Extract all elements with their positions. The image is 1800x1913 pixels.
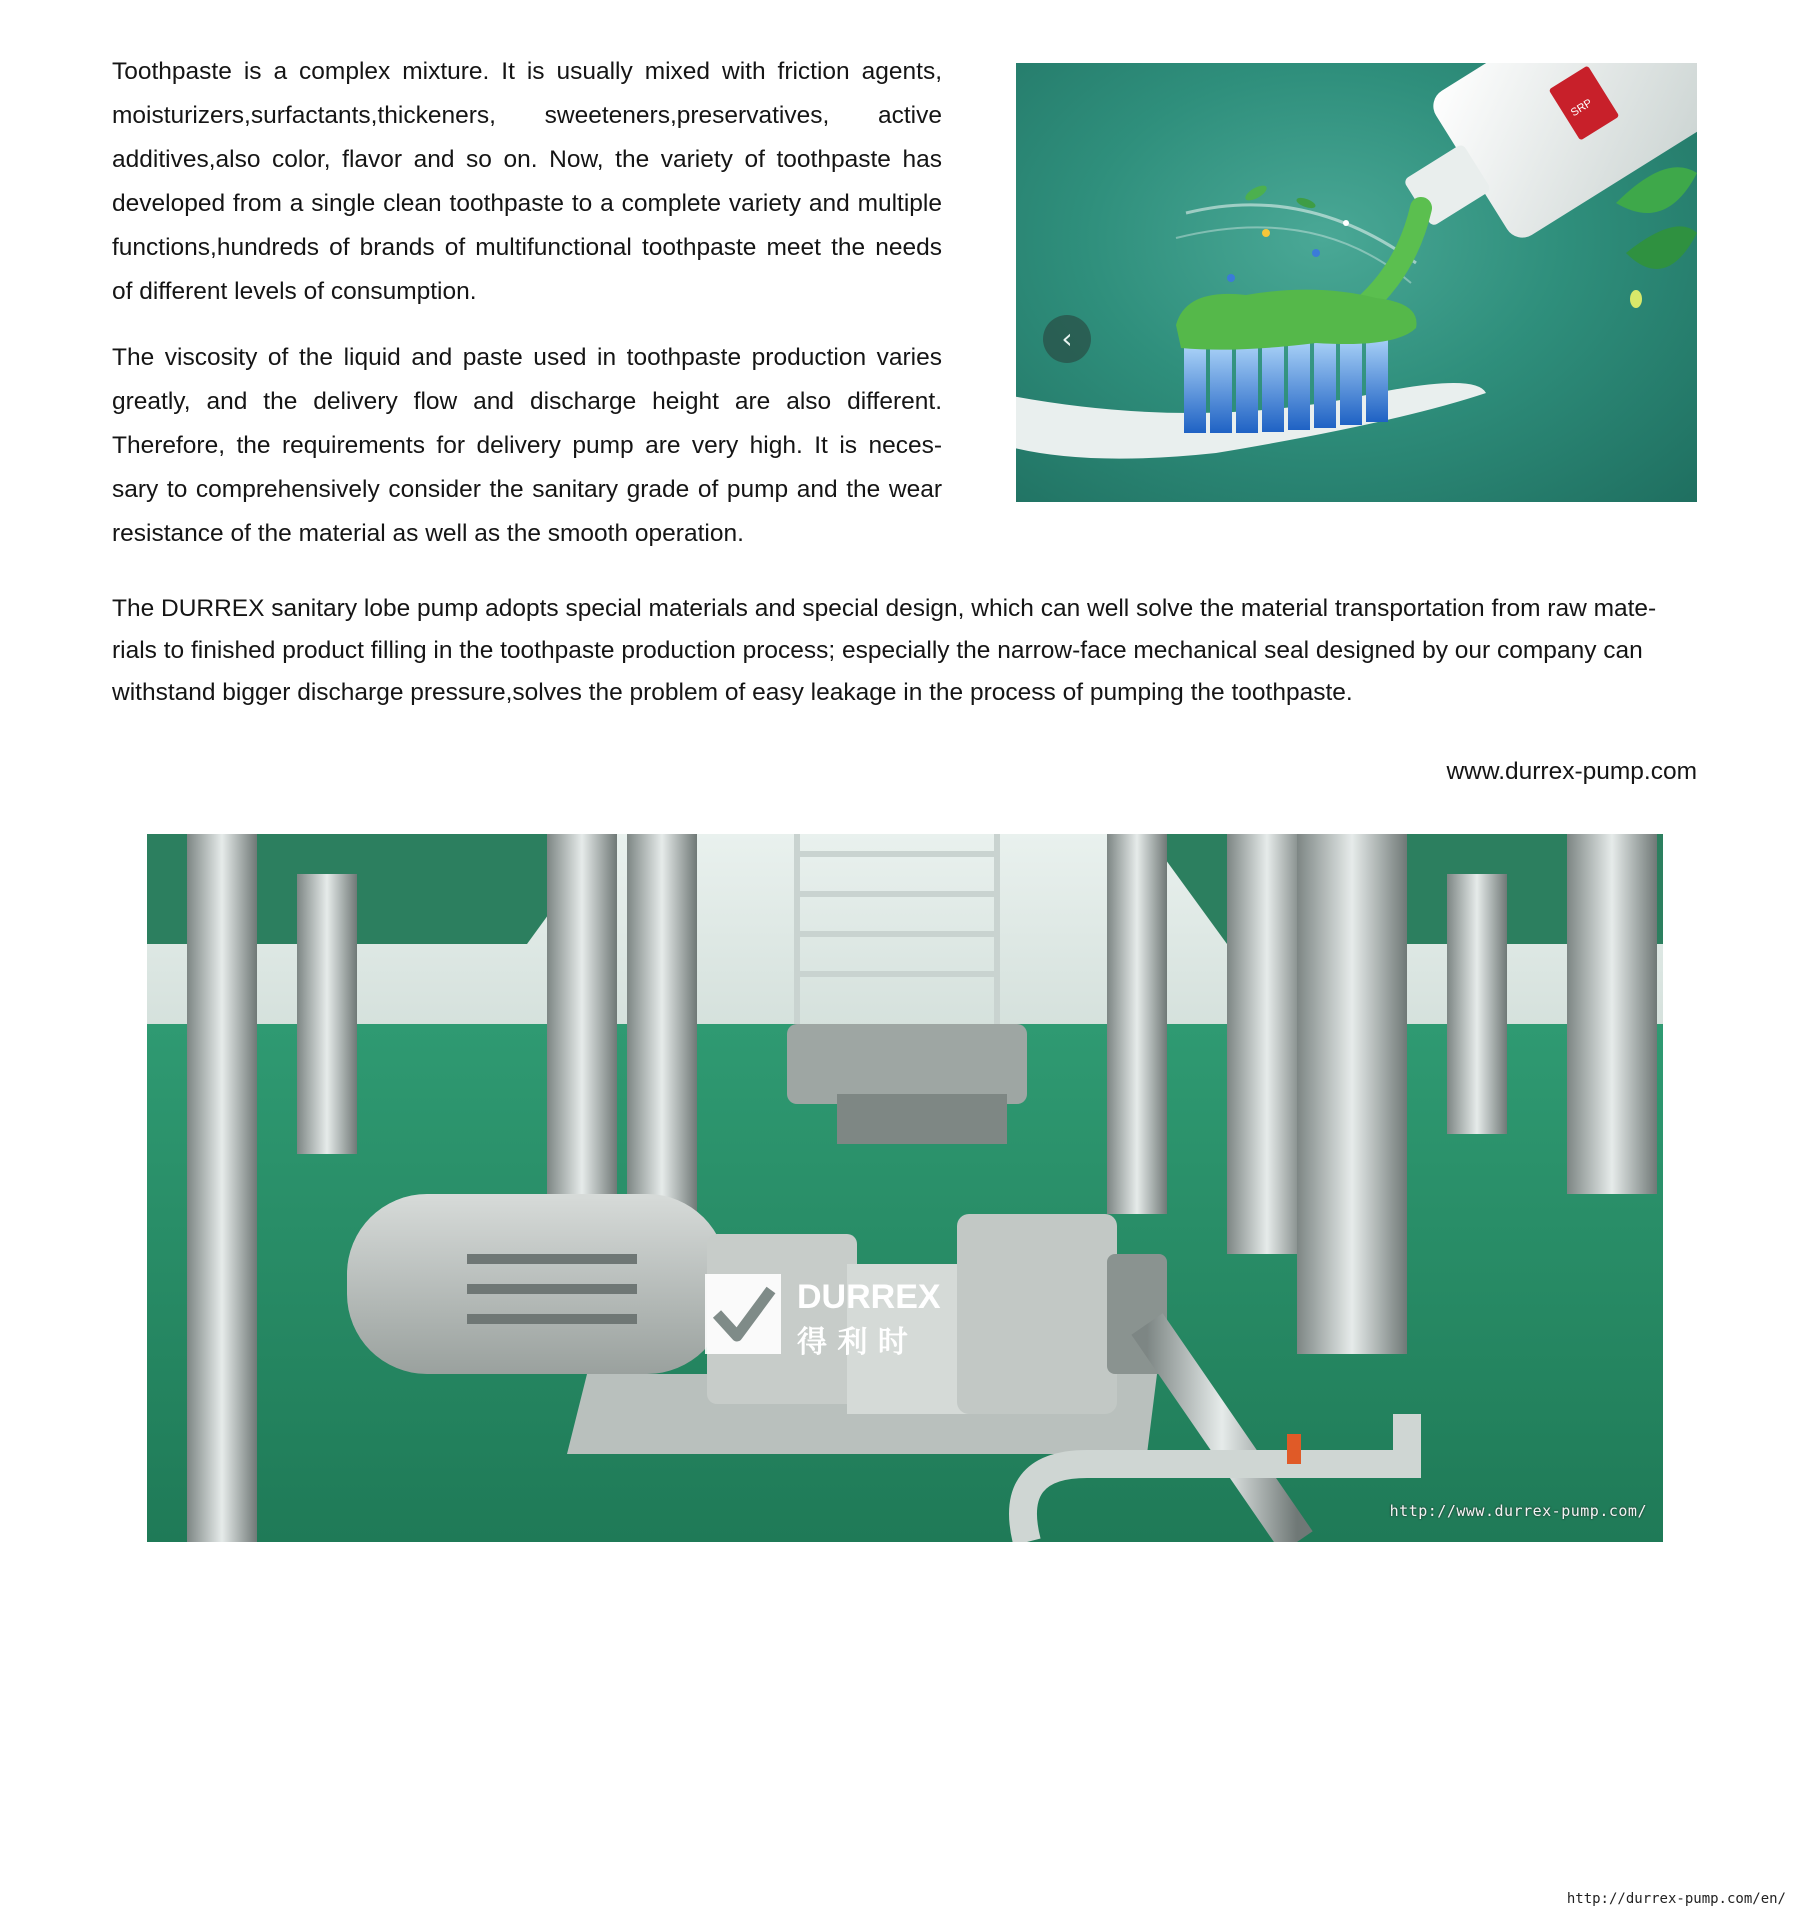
leaf-icon bbox=[1626, 226, 1697, 269]
photo-watermark-url: http://www.durrex-pump.com/ bbox=[1389, 1502, 1647, 1520]
toothpaste-blob bbox=[1176, 290, 1417, 350]
toothpaste-illustration bbox=[1016, 63, 1697, 502]
toothpaste-tube bbox=[1403, 63, 1697, 244]
tube-label-text: SRP bbox=[1568, 96, 1595, 120]
footer-url: http://durrex-pump.com/en/ bbox=[1566, 1891, 1786, 1907]
site-url: www.durrex-pump.com bbox=[1446, 758, 1697, 785]
logo-chinese-text: 得 利 时 bbox=[797, 1325, 908, 1360]
factory-scene bbox=[147, 834, 1663, 1542]
lobe-pump-factory-photo bbox=[147, 834, 1663, 1542]
durrex-solution-paragraph: The DURREX sanitary lobe pump adopts special materials and special design, which can well solve the material transportation from raw mate- rials to finished product filling in the toothpaste production process; especially the narrow-face mechanical seal designed by our company can withstand bigger discharge pressure,solves the problem of easy leakage in the process of pumping the toothpaste. bbox=[112, 595, 1657, 706]
carousel-prev-button[interactable] bbox=[1043, 315, 1091, 363]
intro-paragraph: Toothpaste is a complex mixture. It is usually mixed with friction agents, moisturizers,surfactants,thickeners, sweeteners,preservatives, active additives,also color, flavor and so on. Now, the variety of toothpaste has developed from a single clean toothpaste to a complete variety and multiple functions,hundreds of brands of multifunctional toothpaste meet the needs of different levels of consumption. bbox=[112, 58, 942, 305]
logo-brand-text: DURREX bbox=[797, 1278, 941, 1316]
viscosity-paragraph: The viscosity of the liquid and paste used in toothpaste production varies greatly, and the delivery flow and discharge height are also different. Therefore, the requirements for delivery pump are very high. It is neces- sary to comprehensively consider the sanitary grade of pump and the wear resistance of the material as well as the smooth operation. bbox=[112, 344, 942, 547]
toothpaste-hero-image bbox=[1016, 63, 1697, 502]
durrex-logo bbox=[705, 1274, 1005, 1370]
chevron-left-icon: ‹ bbox=[1061, 322, 1073, 355]
